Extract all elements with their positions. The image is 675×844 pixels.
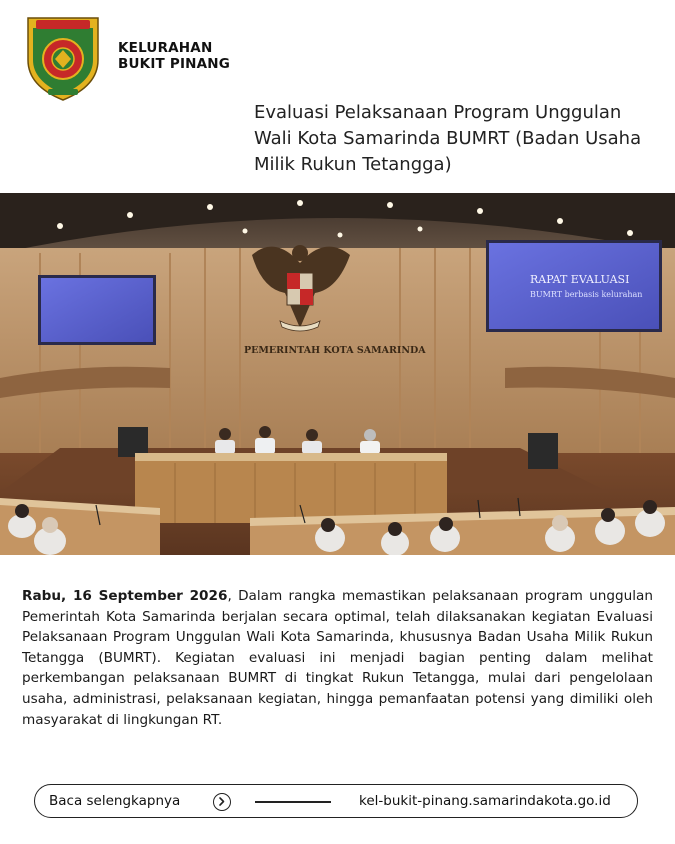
- article-body-text: , Dalam rangka memastikan pelaksanaan program unggulan Pemerintah Kota Samarinda berjalan secara optimal, telah dilaksanakan kegiatan Evaluasi Pelaksanaan Program Unggulan Wali Kota Samarinda, khususnya Badan Usaha Milik Rukun Tetangga (BUMRT). Kegiatan evaluasi ini menjadi bagian penting dalam melihat perkembangan pelaksanaan BUMRT di tingkat Rukun Tetangga, mulai dari pengelolaan usaha, administrasi, pelaksanaan kegiatan, hingga pemanfaatan potensi yang dimiliki oleh masyarakat di lingkungan RT.: [22, 588, 653, 728]
- screen-subtitle: BUMRT berbasis kelurahan: [530, 290, 643, 299]
- read-more-bar[interactable]: [34, 784, 638, 818]
- org-name-line2: BUKIT PINANG: [118, 56, 231, 72]
- chevron-right-circle-icon[interactable]: [213, 793, 231, 811]
- website-url[interactable]: kel-bukit-pinang.samarindakota.go.id: [359, 793, 611, 809]
- wall-sign: PEMERINTAH KOTA SAMARINDA: [244, 345, 426, 356]
- article-headline: Evaluasi Pelaksanaan Program Unggulan Wali Kota Samarinda BUMRT (Badan Usaha Milik Rukun Tetangga): [254, 102, 642, 175]
- org-name-line1: KELURAHAN: [118, 40, 213, 56]
- article-body: [22, 586, 653, 730]
- meeting-room-photo: [0, 193, 675, 555]
- footer-divider: [255, 801, 331, 803]
- organization-name: [118, 40, 230, 72]
- kota-samarinda-emblem-icon: [22, 14, 104, 102]
- article-dateline: Rabu, 16 September 2026: [22, 588, 228, 604]
- screen-title: RAPAT EVALUASI: [530, 273, 630, 286]
- read-more-link[interactable]: Baca selengkapnya: [49, 793, 181, 809]
